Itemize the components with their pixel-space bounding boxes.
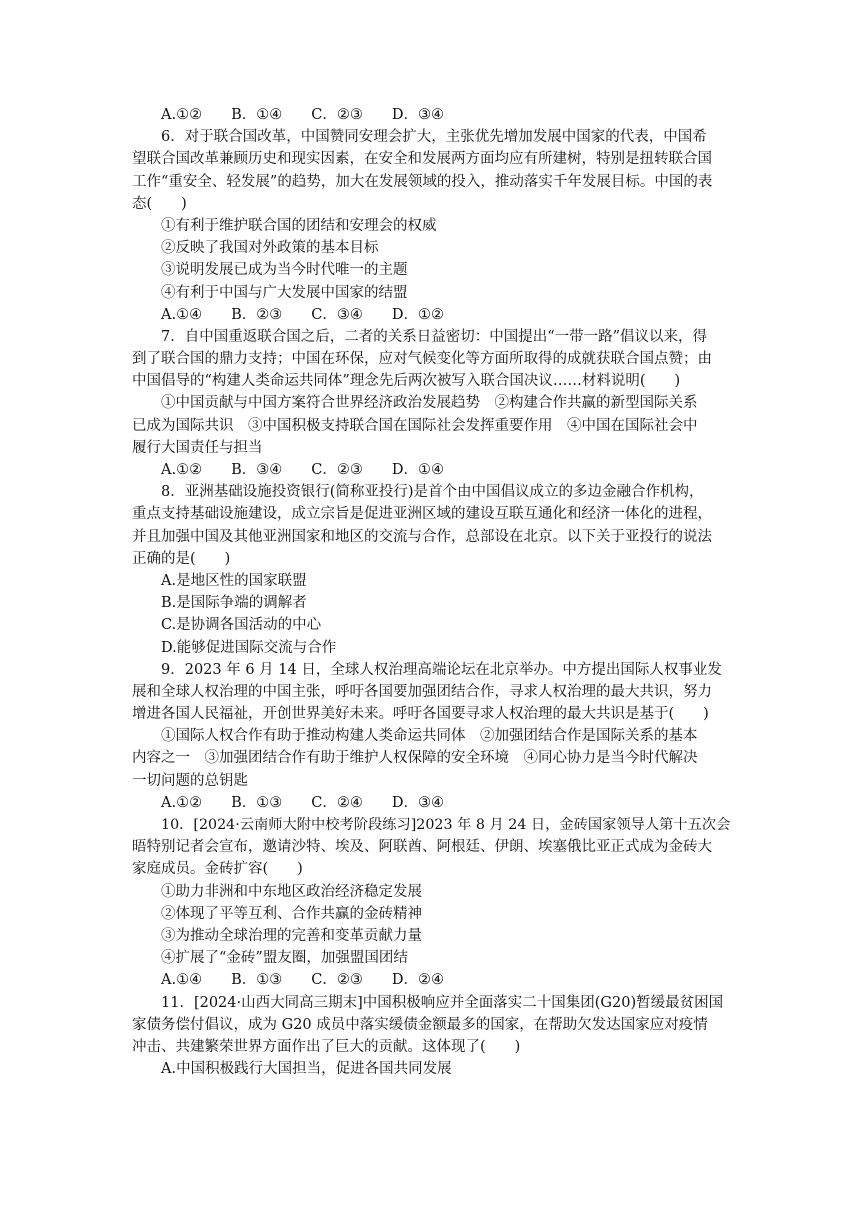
statement-item: ①助力非洲和中东地区政治经济稳定发展 (161, 883, 422, 900)
statement-item: 一切问题的总钥匙 (132, 772, 248, 789)
answer-option-c: C.是协调各国活动的中心 (161, 617, 322, 634)
answer-option-d: D.能够促进国际交流与合作 (161, 639, 337, 656)
answer-option-b: B.是国际争端的调解者 (161, 595, 307, 612)
exam-page (132, 104, 732, 1080)
statement-item: ①有利于维护联合国的团结和安理会的权威 (161, 217, 437, 234)
question-stem-line: 望联合国改革兼顾历史和现实因素，在安全和发展两方面均应有所建树，特别是扭转联合国 (132, 151, 712, 168)
question-stem-line: 增进各国人民福祉，开创世界美好未来。呼吁各国要寻求人权治理的最大共识是基于( ) (132, 706, 709, 723)
question-7 (132, 326, 732, 481)
prev-question-options: A.①② B．①④ C．②③ D．③④ (161, 107, 444, 123)
answer-options: A.①② B．③④ C．②③ D．①④ (161, 462, 444, 478)
question-stem-line: 家庭成员。金砖扩容( ) (132, 861, 303, 878)
answer-option-a: A.是地区性的国家联盟 (161, 572, 307, 589)
question-stem-line: 晤特别记者会宣布，邀请沙特、埃及、阿联酋、阿根廷、伊朗、埃塞俄比亚正式成为金砖大 (132, 839, 712, 856)
statement-item: ④扩展了“金砖”盟友圈，加强盟国团结 (161, 950, 408, 967)
question-stem-line: 9．2023 年 6 月 14 日，全球人权治理高端论坛在北京举办。中方提出国际人权事业发 (161, 661, 722, 678)
question-stem-line: 并且加强中国及其他亚洲国家和地区的交流与合作，总部设在北京。以下关于亚投行的说法 (132, 528, 712, 545)
statement-item: ③为推动全球治理的完善和变革贡献力量 (161, 927, 422, 944)
question-stem-line: 11．[2024·山西大同高三期末]中国积极响应并全面落实二十国集团(G20)暂缓最贫困国 (161, 994, 724, 1011)
answer-option-a: A.中国积极践行大国担当，促进各国共同发展 (161, 1061, 452, 1078)
answer-options: A.①④ B．②③ C．③④ D．①② (161, 306, 444, 323)
answer-options: A.①④ B．①③ C．②③ D．②④ (161, 972, 444, 989)
statement-item: ④有利于中国与广大发展中国家的结盟 (161, 284, 408, 301)
question-stem-line: 工作“重安全、轻发展”的趋势，加大在发展领域的投入，推动落实千年发展目标。中国的表 (132, 173, 713, 190)
question-stem-line: 中国倡导的“构建人类命运共同体”理念先后两次被写入联合国决议……材料说明( ) (132, 373, 681, 390)
statement-item: ③说明发展已成为当今时代唯一的主题 (161, 262, 408, 279)
question-stem-line: 态( ) (132, 195, 187, 212)
statement-item: 履行大国责任与担当 (132, 439, 263, 456)
statement-item: ①国际人权合作有助于推动构建人类命运共同体 ②加强团结合作是国际关系的基本 (161, 728, 698, 745)
question-stem-line: 到了联合国的鼎力支持；中国在环保，应对气候变化等方面所取得的成就获联合国点赞；由 (132, 351, 712, 368)
question-11 (132, 992, 732, 1081)
question-stem-line: 7．自中国重返联合国之后，二者的关系日益密切：中国提出“一带一路”倡议以来，得 (161, 328, 708, 345)
question-6 (132, 126, 732, 326)
statement-item: 内容之一 ③加强团结合作有助于维护人权保障的安全环境 ④同心协力是当今时代解决 (132, 750, 698, 767)
question-stem-line: 正确的是( ) (132, 550, 231, 567)
question-stem-line: 冲击、共建繁荣世界方面作出了巨大的贡献。这体现了( ) (132, 1038, 521, 1055)
question-stem-line: 8．亚洲基础设施投资银行(简称亚投行)是首个由中国倡议成立的多边金融合作机构， (161, 484, 704, 501)
question-stem-line: 家债务偿付倡议，成为 G20 成员中落实缓债金额最多的国家，在帮助欠发达国家应对疫情 (132, 1016, 708, 1033)
statement-item: ②反映了我国对外政策的基本目标 (161, 240, 379, 257)
answer-options: A.①② B．①③ C．②④ D．③④ (161, 794, 444, 811)
question-stem-line: 6．对于联合国改革，中国赞同安理会扩大，主张优先增加发展中国家的代表，中国希 (161, 129, 707, 146)
question-stem-line: 重点支持基础设施建设，成立宗旨是促进亚洲区域的建设互联互通化和经济一体化的进程， (132, 506, 712, 523)
question-10 (132, 814, 732, 992)
statement-item: 已成为国际共识 ③中国积极支持联合国在国际社会发挥重要作用 ④中国在国际社会中 (132, 417, 698, 434)
question-stem-line: 10．[2024·云南师大附中校考阶段练习]2023 年 8 月 24 日，金砖国家领导人第十五次会 (161, 817, 731, 833)
question-8 (132, 481, 732, 659)
statement-item: ②体现了平等互利、合作共赢的金砖精神 (161, 905, 422, 922)
statement-item: ①中国贡献与中国方案符合世界经济政治发展趋势 ②构建合作共赢的新型国际关系 (161, 395, 698, 412)
question-9 (132, 659, 732, 814)
question-stem-line: 展和全球人权治理的中国主张，呼吁各国要加强团结合作，寻求人权治理的最大共识，努力 (132, 683, 712, 700)
